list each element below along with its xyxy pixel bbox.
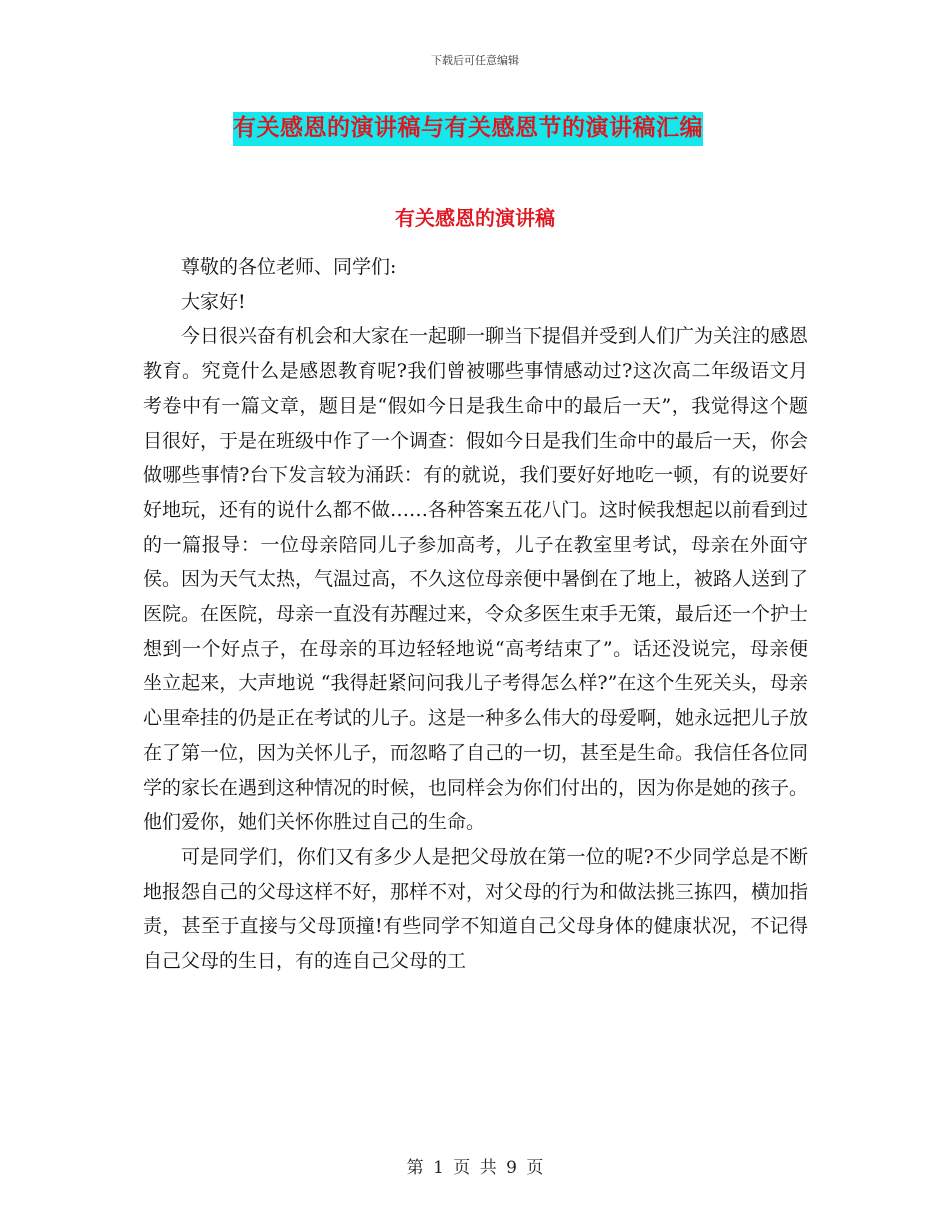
greeting-paragraph: 大家好!: [181, 290, 246, 313]
document-title: 有关感恩的演讲稿与有关感恩节的演讲稿汇编: [233, 112, 703, 146]
page-number: 第 1 页 共 9 页: [406, 1158, 544, 1178]
body-paragraph: 今日很兴奋有机会和大家在一起聊一聊当下提倡并受到人们广为关注的感恩教育。究竟什么是感恩教育呢?我们曾被哪些事情感动过?这次高二年级语文月考卷中有一篇文章，题目是“假如今日是我生命中的最后一天”，我觉得这个题目很好，于是在班级中作了一个调查：假如今日是我们生命中的最后一天，你会做哪些事情?台下发言较为涌跃：有的就说，我们要好好地吃一顿，有的说要好好地玩，还有的说什么都不做……各种答案五花八门。这时候我想起以前看到过的一篇报导：一位母亲陪同儿子参加高考，儿子在教室里考试，母亲在外面守侯。因为天气太热，气温过高，不久这位母亲便中暑倒在了地上，被路人送到了医院。在医院，母亲一直没有苏醒过来，令众多医生束手无策，最后还一个护士想到一个好点子，在母亲的耳边轻轻地说“高考结束了”。话还没说完，母亲便坐立起来，大声地说 “我得赶紧问问我儿子考得怎么样?”在这个生死关头，母亲心里牵挂的仍是正在考试的儿子。这是一种多么伟大的母爱啊，她永远把儿子放在了第一位，因为关怀儿子，而忽略了自己的一切，甚至是生命。我信任各位同学的家长在遇到这种情况的时候，也同样会为你们付出的，因为你是她的孩子。他们爱你，她们关怀你胜过自己的生命。: [143, 325, 809, 834]
body-text: [143, 250, 808, 979]
body-paragraph: 可是同学们，你们又有多少人是把父母放在第一位的呢?不少同学总是不断地报怨自己的父母这样不好，那样不对，对父母的行为和做法挑三拣四，横加指责，甚至于直接与父母顶撞!有些同学不知道自己父母身体的健康状况，不记得自己父母的生日，有的连自己父母的工: [143, 845, 809, 973]
header-note: 下载后可任意编辑: [431, 54, 519, 67]
salutation-paragraph: 尊敬的各位老师、同学们:: [181, 256, 397, 278]
section-title: 有关感恩的演讲稿: [395, 206, 555, 230]
